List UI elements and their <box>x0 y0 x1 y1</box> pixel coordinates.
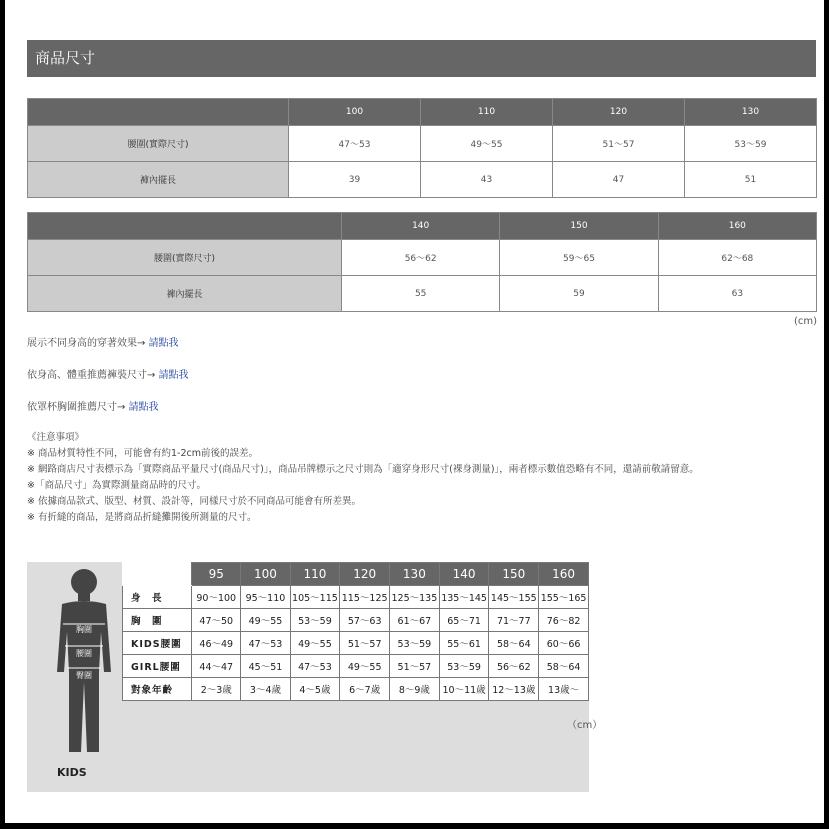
table-cell: 51～57 <box>390 655 440 678</box>
size-col-header: 160 <box>658 213 816 240</box>
table-cell: 71～77 <box>489 609 539 632</box>
table-cell: 59 <box>500 276 658 312</box>
size-col-header: 140 <box>439 563 489 586</box>
table-header-row <box>123 563 589 586</box>
table-cell: 95～110 <box>241 586 290 609</box>
table-cell: 13歲～ <box>539 678 589 701</box>
click-me-link[interactable]: 請點我 <box>148 338 179 349</box>
table-cell: 12～13歲 <box>489 678 539 701</box>
section-header <box>27 40 816 77</box>
body-figure-icon <box>49 562 119 758</box>
size-chart-frame <box>5 0 824 823</box>
size-col-header: 100 <box>241 563 290 586</box>
table-cell: 76～82 <box>539 609 589 632</box>
link-line-text: 依罩杯胸圍推薦尺寸→ <box>27 402 129 413</box>
table-cell: 55～61 <box>439 632 489 655</box>
table-cell: 49～55 <box>421 126 553 162</box>
table-cell: 57～63 <box>340 609 390 632</box>
row-header: 胸 圍 <box>123 609 192 632</box>
size-col-header: 150 <box>489 563 539 586</box>
table-cell: 39 <box>289 162 421 198</box>
size-col-header: 140 <box>342 213 500 240</box>
table-row <box>123 678 589 701</box>
table-cell: 43 <box>421 162 553 198</box>
link-line-height-preview <box>27 334 179 349</box>
table-cell: 51～57 <box>340 632 390 655</box>
chest-label: 胸圍 <box>76 625 92 634</box>
size-col-header: 130 <box>685 99 817 126</box>
table-cell: 53～59 <box>439 655 489 678</box>
size-table-1 <box>27 98 817 198</box>
table-cell: 2～3歲 <box>192 678 241 701</box>
note-line: ※ 商品材質特性不同，可能會有約1-2cm前後的誤差。 <box>27 448 258 459</box>
kids-size-panel <box>27 562 603 792</box>
click-me-link[interactable]: 請點我 <box>158 370 189 381</box>
table-cell: 51～57 <box>553 126 685 162</box>
table-row <box>123 586 589 609</box>
unit-label: （cm） <box>567 720 603 731</box>
table-cell: 62～68 <box>658 240 816 276</box>
table-cell: 125～135 <box>390 586 440 609</box>
table-corner <box>123 563 192 586</box>
table-cell: 56～62 <box>342 240 500 276</box>
kids-label: KIDS <box>57 766 87 779</box>
table-cell: 3～4歲 <box>241 678 290 701</box>
table-cell: 115～125 <box>340 586 390 609</box>
table-cell: 10～11歲 <box>439 678 489 701</box>
table-row <box>28 276 817 312</box>
table-cell: 90～100 <box>192 586 241 609</box>
table-cell: 49～55 <box>340 655 390 678</box>
table-row <box>123 632 589 655</box>
table-cell: 45～51 <box>241 655 290 678</box>
notes-title: 《注意事項》 <box>27 432 85 443</box>
table-cell: 58～64 <box>489 632 539 655</box>
table-row <box>28 126 817 162</box>
table-row <box>28 240 817 276</box>
table-cell: 135～145 <box>439 586 489 609</box>
table-cell: 49～55 <box>241 609 290 632</box>
table-cell: 63 <box>658 276 816 312</box>
notes-section <box>27 430 817 526</box>
table-row <box>123 655 589 678</box>
table-cell: 44～47 <box>192 655 241 678</box>
size-col-header: 100 <box>289 99 421 126</box>
table-cell: 51 <box>685 162 817 198</box>
unit-label: (cm) <box>793 316 817 327</box>
row-header: 腰圍(實際尺寸) <box>28 126 289 162</box>
table-header-row <box>28 99 817 126</box>
kids-size-table <box>122 562 589 701</box>
table-cell: 58～64 <box>539 655 589 678</box>
row-header: KIDS腰圍 <box>123 632 192 655</box>
table-cell: 46～49 <box>192 632 241 655</box>
section-title: 商品尺寸 <box>35 49 96 67</box>
table-cell: 56～62 <box>489 655 539 678</box>
table-cell: 49～55 <box>290 632 340 655</box>
row-header: 腰圍(實際尺寸) <box>28 240 342 276</box>
waist-label: 腰圍 <box>76 649 92 658</box>
table-cell: 47 <box>553 162 685 198</box>
row-header: 對象年齡 <box>123 678 192 701</box>
table-row <box>28 162 817 198</box>
click-me-link[interactable]: 請點我 <box>128 402 159 413</box>
row-header: GIRL腰圍 <box>123 655 192 678</box>
note-line: ※ 有折縫的商品，是將商品折縫攤開後所測量的尺寸。 <box>27 512 257 523</box>
row-header: 褲內擺長 <box>28 162 289 198</box>
note-line: ※「商品尺寸」為實際測量商品時的尺寸。 <box>27 480 206 491</box>
size-col-header: 110 <box>421 99 553 126</box>
size-col-header: 120 <box>340 563 390 586</box>
size-col-header: 110 <box>290 563 340 586</box>
table-cell: 53～59 <box>685 126 817 162</box>
row-header: 褲內擺長 <box>28 276 342 312</box>
size-col-header: 150 <box>500 213 658 240</box>
link-line-text: 依身高、體重推薦褲裝尺寸→ <box>27 370 159 381</box>
table-cell: 4～5歲 <box>290 678 340 701</box>
table-corner <box>28 213 342 240</box>
size-col-header: 120 <box>553 99 685 126</box>
table-cell: 47～53 <box>289 126 421 162</box>
table-cell: 61～67 <box>390 609 440 632</box>
link-line-pants-recommend <box>27 366 189 381</box>
table-cell: 6～7歲 <box>340 678 390 701</box>
table-cell: 59～65 <box>500 240 658 276</box>
table-cell: 47～50 <box>192 609 241 632</box>
size-table-2 <box>27 212 817 312</box>
note-line: ※ 網路商店尺寸表標示為「實際商品平量尺寸(商品尺寸)」，商品吊牌標示之尺寸則為「適穿身形尺寸(裸身測量)」，兩者標示數值恐略有不同，還請前敬請留意。 <box>27 464 699 475</box>
table-cell: 53～59 <box>390 632 440 655</box>
table-cell: 47～53 <box>290 655 340 678</box>
table-row <box>123 609 589 632</box>
size-col-header: 160 <box>539 563 589 586</box>
size-col-header: 95 <box>192 563 241 586</box>
table-cell: 155～165 <box>539 586 589 609</box>
table-cell: 55 <box>342 276 500 312</box>
table-cell: 65～71 <box>439 609 489 632</box>
table-header-row <box>28 213 817 240</box>
table-cell: 53～59 <box>290 609 340 632</box>
size-col-header: 130 <box>390 563 440 586</box>
row-header: 身 長 <box>123 586 192 609</box>
link-line-cup-recommend <box>27 398 159 413</box>
table-cell: 145～155 <box>489 586 539 609</box>
table-cell: 47～53 <box>241 632 290 655</box>
table-corner <box>28 99 289 126</box>
note-line: ※ 依據商品款式、版型、材質、設計等，同樣尺寸於不同商品可能會有所差異。 <box>27 496 361 507</box>
link-line-text: 展示不同身高的穿著效果→ <box>27 338 149 349</box>
table-cell: 105～115 <box>290 586 340 609</box>
hip-label: 臀圍 <box>76 671 92 680</box>
table-cell: 60～66 <box>539 632 589 655</box>
table-cell: 8～9歲 <box>390 678 440 701</box>
